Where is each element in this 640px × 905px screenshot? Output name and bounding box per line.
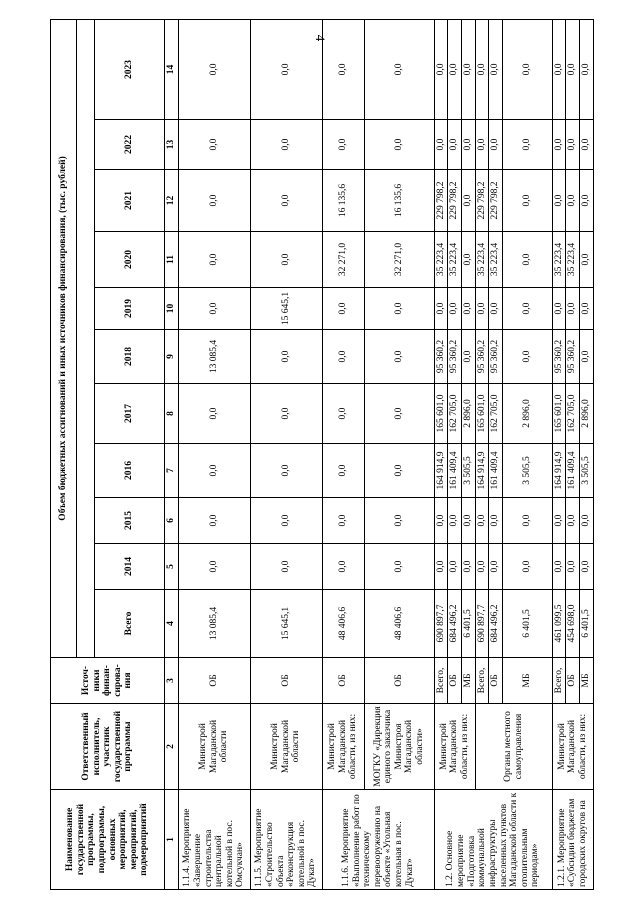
value-cell: 0,0 xyxy=(322,19,364,119)
value-cell: 0,0 xyxy=(322,544,364,590)
value-cell: 95 360,2 xyxy=(566,330,580,384)
value-cell: 164 914,9 xyxy=(475,444,489,498)
value-cell: 0,0 xyxy=(250,170,322,232)
value-cell: 0,0 xyxy=(178,544,250,590)
value-cell: 165 601,0 xyxy=(475,384,489,444)
row-name: 1.1.6. Мероприятие «Выполнение работ по техническому перевооружению на объекте «Угольная котельная в пос. Дукат» xyxy=(322,790,434,890)
value-cell: 2 896,0 xyxy=(461,384,475,444)
value-cell: 0,0 xyxy=(434,19,448,119)
financing-table xyxy=(50,19,594,890)
column-number: 1 xyxy=(165,790,179,890)
row-responsible: Министрой Магаданской области, из них: xyxy=(434,704,475,790)
value-cell: 0,0 xyxy=(580,498,594,544)
value-cell: 0,0 xyxy=(250,330,322,384)
value-cell: 3 505,5 xyxy=(580,444,594,498)
row-name: 1.1.4. Мероприятие «Завершение строительства центральной котельной в пос. Омсукчан» xyxy=(178,790,250,890)
value-cell: 0,0 xyxy=(364,384,434,444)
value-cell: 0,0 xyxy=(322,384,364,444)
rotated-table-container xyxy=(50,20,610,890)
value-cell: 0,0 xyxy=(502,498,552,544)
value-cell: 0,0 xyxy=(502,288,552,330)
value-cell: 13 085,4 xyxy=(178,330,250,384)
row-source: МБ xyxy=(580,658,594,704)
value-cell: 229 798,2 xyxy=(434,170,448,232)
value-cell: 0,0 xyxy=(364,19,434,119)
value-cell: 0,0 xyxy=(489,19,503,119)
header-year: 2021 xyxy=(95,170,165,232)
value-cell: 0,0 xyxy=(566,120,580,170)
value-cell: 0,0 xyxy=(178,384,250,444)
value-cell: 0,0 xyxy=(461,330,475,384)
table-row xyxy=(434,19,448,889)
header-source: Источ-ники финан-сирова-ния xyxy=(51,658,165,704)
value-cell: 165 601,0 xyxy=(434,384,448,444)
header-year: 2022 xyxy=(95,120,165,170)
value-cell: 35 223,4 xyxy=(448,232,462,288)
value-cell: 0,0 xyxy=(552,288,566,330)
value-cell: 0,0 xyxy=(322,120,364,170)
row-source: ОБ xyxy=(178,658,250,704)
value-cell: 0,0 xyxy=(580,330,594,384)
value-cell: 0,0 xyxy=(461,120,475,170)
value-cell: 161 409,4 xyxy=(566,444,580,498)
value-cell: 0,0 xyxy=(461,288,475,330)
value-cell: 48 406,6 xyxy=(364,590,434,658)
value-cell: 0,0 xyxy=(322,330,364,384)
value-cell: 0,0 xyxy=(580,120,594,170)
row-name: 1.2.1. Мероприятие «Субсидии бюджетам городских округов на xyxy=(552,790,593,890)
table-row xyxy=(178,19,250,889)
value-cell: 162 705,0 xyxy=(448,384,462,444)
value-cell: 0,0 xyxy=(489,120,503,170)
value-cell: 95 360,2 xyxy=(489,330,503,384)
column-number: 8 xyxy=(165,384,179,444)
value-cell: 229 798,2 xyxy=(489,170,503,232)
value-cell: 690 897,7 xyxy=(475,590,489,658)
column-number: 3 xyxy=(165,658,179,704)
page-number: 4 xyxy=(313,34,328,42)
value-cell: 0,0 xyxy=(434,544,448,590)
value-cell: 0,0 xyxy=(178,19,250,119)
value-cell: 95 360,2 xyxy=(552,330,566,384)
value-cell: 0,0 xyxy=(461,498,475,544)
value-cell: 6 401,5 xyxy=(502,590,552,658)
value-cell: 0,0 xyxy=(502,120,552,170)
column-number: 10 xyxy=(165,288,179,330)
value-cell: 0,0 xyxy=(250,120,322,170)
value-cell: 0,0 xyxy=(250,544,322,590)
value-cell: 0,0 xyxy=(461,170,475,232)
row-responsible: Органы местного самоуправления xyxy=(475,704,552,790)
value-cell: 35 223,4 xyxy=(552,232,566,288)
value-cell: 0,0 xyxy=(475,120,489,170)
table-row xyxy=(322,19,364,889)
value-cell: 461 099,5 xyxy=(552,590,566,658)
value-cell: 0,0 xyxy=(475,19,489,119)
value-cell: 0,0 xyxy=(364,330,434,384)
value-cell: 0,0 xyxy=(489,498,503,544)
value-cell: 2 896,0 xyxy=(580,384,594,444)
column-number: 6 xyxy=(165,498,179,544)
value-cell: 15 645,1 xyxy=(250,590,322,658)
value-cell: 0,0 xyxy=(250,232,322,288)
value-cell: 0,0 xyxy=(364,120,434,170)
value-cell: 0,0 xyxy=(250,444,322,498)
value-cell: 35 223,4 xyxy=(475,232,489,288)
value-cell: 684 496,2 xyxy=(489,590,503,658)
value-cell: 32 271,0 xyxy=(322,232,364,288)
value-cell: 2 896,0 xyxy=(502,384,552,444)
column-number: 2 xyxy=(165,704,179,790)
value-cell: 0,0 xyxy=(364,444,434,498)
value-cell: 0,0 xyxy=(552,120,566,170)
column-number: 7 xyxy=(165,444,179,498)
header-year: 2023 xyxy=(95,19,165,119)
row-source: ОБ xyxy=(250,658,322,704)
column-number: 13 xyxy=(165,120,179,170)
column-number: 5 xyxy=(165,544,179,590)
value-cell: 0,0 xyxy=(580,288,594,330)
value-cell: 95 360,2 xyxy=(434,330,448,384)
value-cell: 684 496,2 xyxy=(448,590,462,658)
value-cell: 164 914,9 xyxy=(434,444,448,498)
value-cell: 0,0 xyxy=(502,232,552,288)
value-cell: 0,0 xyxy=(178,498,250,544)
row-responsible: Министрой Магаданской области xyxy=(250,704,322,790)
value-cell: 35 223,4 xyxy=(434,232,448,288)
value-cell: 0,0 xyxy=(448,498,462,544)
value-cell: 6 401,5 xyxy=(580,590,594,658)
value-cell: 35 223,4 xyxy=(489,232,503,288)
value-cell: 95 360,2 xyxy=(475,330,489,384)
value-cell: 0,0 xyxy=(322,288,364,330)
value-cell: 0,0 xyxy=(434,288,448,330)
value-cell: 161 409,4 xyxy=(448,444,462,498)
value-cell: 0,0 xyxy=(489,288,503,330)
row-source: ОБ xyxy=(322,658,364,704)
value-cell: 164 914,9 xyxy=(552,444,566,498)
value-cell: 0,0 xyxy=(566,544,580,590)
header-funding-group: Объем бюджетных ассигнований и иных источников финансирования, (тыс. рублей) xyxy=(51,19,77,657)
value-cell: 0,0 xyxy=(502,19,552,119)
value-cell: 0,0 xyxy=(461,19,475,119)
row-source: МБ xyxy=(502,658,552,704)
header-year: 2020 xyxy=(95,232,165,288)
value-cell: 0,0 xyxy=(448,120,462,170)
value-cell: 6 401,5 xyxy=(461,590,475,658)
value-cell: 0,0 xyxy=(461,544,475,590)
value-cell: 0,0 xyxy=(178,170,250,232)
row-responsible: МОГКУ «Дирекция единого заказчика Министроя Магаданской области» xyxy=(364,704,434,790)
row-name: 1.1.5. Мероприятие «Строительство объекта «Реконструкция котельной в пос. Дукат» xyxy=(250,790,322,890)
value-cell: 0,0 xyxy=(250,498,322,544)
value-cell: 0,0 xyxy=(364,288,434,330)
value-cell: 0,0 xyxy=(448,288,462,330)
row-source: Всего, xyxy=(434,658,448,704)
value-cell: 0,0 xyxy=(475,544,489,590)
header-year: 2019 xyxy=(95,288,165,330)
value-cell: 0,0 xyxy=(552,544,566,590)
value-cell: 0,0 xyxy=(178,288,250,330)
row-source: Всего, xyxy=(552,658,566,704)
value-cell: 0,0 xyxy=(489,544,503,590)
value-cell: 0,0 xyxy=(502,170,552,232)
header-year: Всего xyxy=(95,590,165,658)
table-row xyxy=(552,19,566,889)
value-cell: 0,0 xyxy=(566,170,580,232)
row-source: ОБ xyxy=(364,658,434,704)
value-cell: 32 271,0 xyxy=(364,232,434,288)
value-cell: 165 601,0 xyxy=(552,384,566,444)
value-cell: 0,0 xyxy=(178,120,250,170)
value-cell: 229 798,2 xyxy=(448,170,462,232)
row-responsible: Министрой Магаданской области, из них: xyxy=(322,704,364,790)
header-name: Наименование государственной программы, подпрограммы, основных мероприятий, мероприятий, подмероприятий xyxy=(51,790,165,890)
value-cell: 13 085,4 xyxy=(178,590,250,658)
table-row xyxy=(364,19,434,889)
value-cell: 3 505,5 xyxy=(502,444,552,498)
value-cell: 0,0 xyxy=(178,444,250,498)
header-responsible: Ответственный исполнитель, участник государственной программы xyxy=(51,704,165,790)
row-source: ОБ xyxy=(566,658,580,704)
value-cell: 0,0 xyxy=(322,498,364,544)
header-year: 2014 xyxy=(95,544,165,590)
value-cell: 15 645,1 xyxy=(250,288,322,330)
value-cell: 162 705,0 xyxy=(566,384,580,444)
value-cell: 690 897,7 xyxy=(434,590,448,658)
header-year: 2017 xyxy=(95,384,165,444)
value-cell: 0,0 xyxy=(580,232,594,288)
value-cell: 0,0 xyxy=(552,170,566,232)
header-year: 2015 xyxy=(95,498,165,544)
column-number: 11 xyxy=(165,232,179,288)
value-cell: 0,0 xyxy=(580,170,594,232)
value-cell: 229 798,2 xyxy=(475,170,489,232)
value-cell: 48 406,6 xyxy=(322,590,364,658)
column-number: 14 xyxy=(165,19,179,119)
row-name: 1.2. Основное мероприятие «Подготовка коммунальной инфраструктуры населенных пунктов Магаданской области к отопительным периодам» xyxy=(434,790,552,890)
value-cell: 454 698,0 xyxy=(566,590,580,658)
value-cell: 0,0 xyxy=(552,19,566,119)
row-source: ОБ xyxy=(489,658,503,704)
value-cell: 0,0 xyxy=(434,498,448,544)
value-cell: 0,0 xyxy=(178,232,250,288)
table-row xyxy=(475,19,489,889)
table-frame xyxy=(50,20,610,890)
value-cell: 0,0 xyxy=(250,19,322,119)
table-row xyxy=(250,19,322,889)
column-number: 12 xyxy=(165,170,179,232)
value-cell: 0,0 xyxy=(434,120,448,170)
row-responsible: Министрой Магаданской области, из них: xyxy=(552,704,593,790)
value-cell: 0,0 xyxy=(448,544,462,590)
row-source: Всего, xyxy=(475,658,489,704)
row-source: ОБ xyxy=(448,658,462,704)
value-cell: 0,0 xyxy=(580,544,594,590)
value-cell: 0,0 xyxy=(502,330,552,384)
value-cell: 3 505,5 xyxy=(461,444,475,498)
value-cell: 161 409,4 xyxy=(489,444,503,498)
value-cell: 162 705,0 xyxy=(489,384,503,444)
value-cell: 0,0 xyxy=(475,288,489,330)
value-cell: 0,0 xyxy=(566,288,580,330)
header-year: 2016 xyxy=(95,444,165,498)
value-cell: 0,0 xyxy=(502,544,552,590)
header-year: 2018 xyxy=(95,330,165,384)
row-responsible: Министрой Магаданской области xyxy=(178,704,250,790)
value-cell: 0,0 xyxy=(461,232,475,288)
value-cell: 95 360,2 xyxy=(448,330,462,384)
value-cell: 0,0 xyxy=(566,19,580,119)
row-source: МБ xyxy=(461,658,475,704)
value-cell: 0,0 xyxy=(250,384,322,444)
value-cell: 0,0 xyxy=(475,498,489,544)
value-cell: 0,0 xyxy=(580,19,594,119)
value-cell: 16 135,6 xyxy=(364,170,434,232)
value-cell: 0,0 xyxy=(364,498,434,544)
value-cell: 35 223,4 xyxy=(566,232,580,288)
value-cell: 0,0 xyxy=(566,498,580,544)
value-cell: 16 135,6 xyxy=(322,170,364,232)
column-number: 9 xyxy=(165,330,179,384)
column-number: 4 xyxy=(165,590,179,658)
value-cell: 0,0 xyxy=(448,19,462,119)
value-cell: 0,0 xyxy=(552,498,566,544)
value-cell: 0,0 xyxy=(364,544,434,590)
value-cell: 0,0 xyxy=(322,444,364,498)
